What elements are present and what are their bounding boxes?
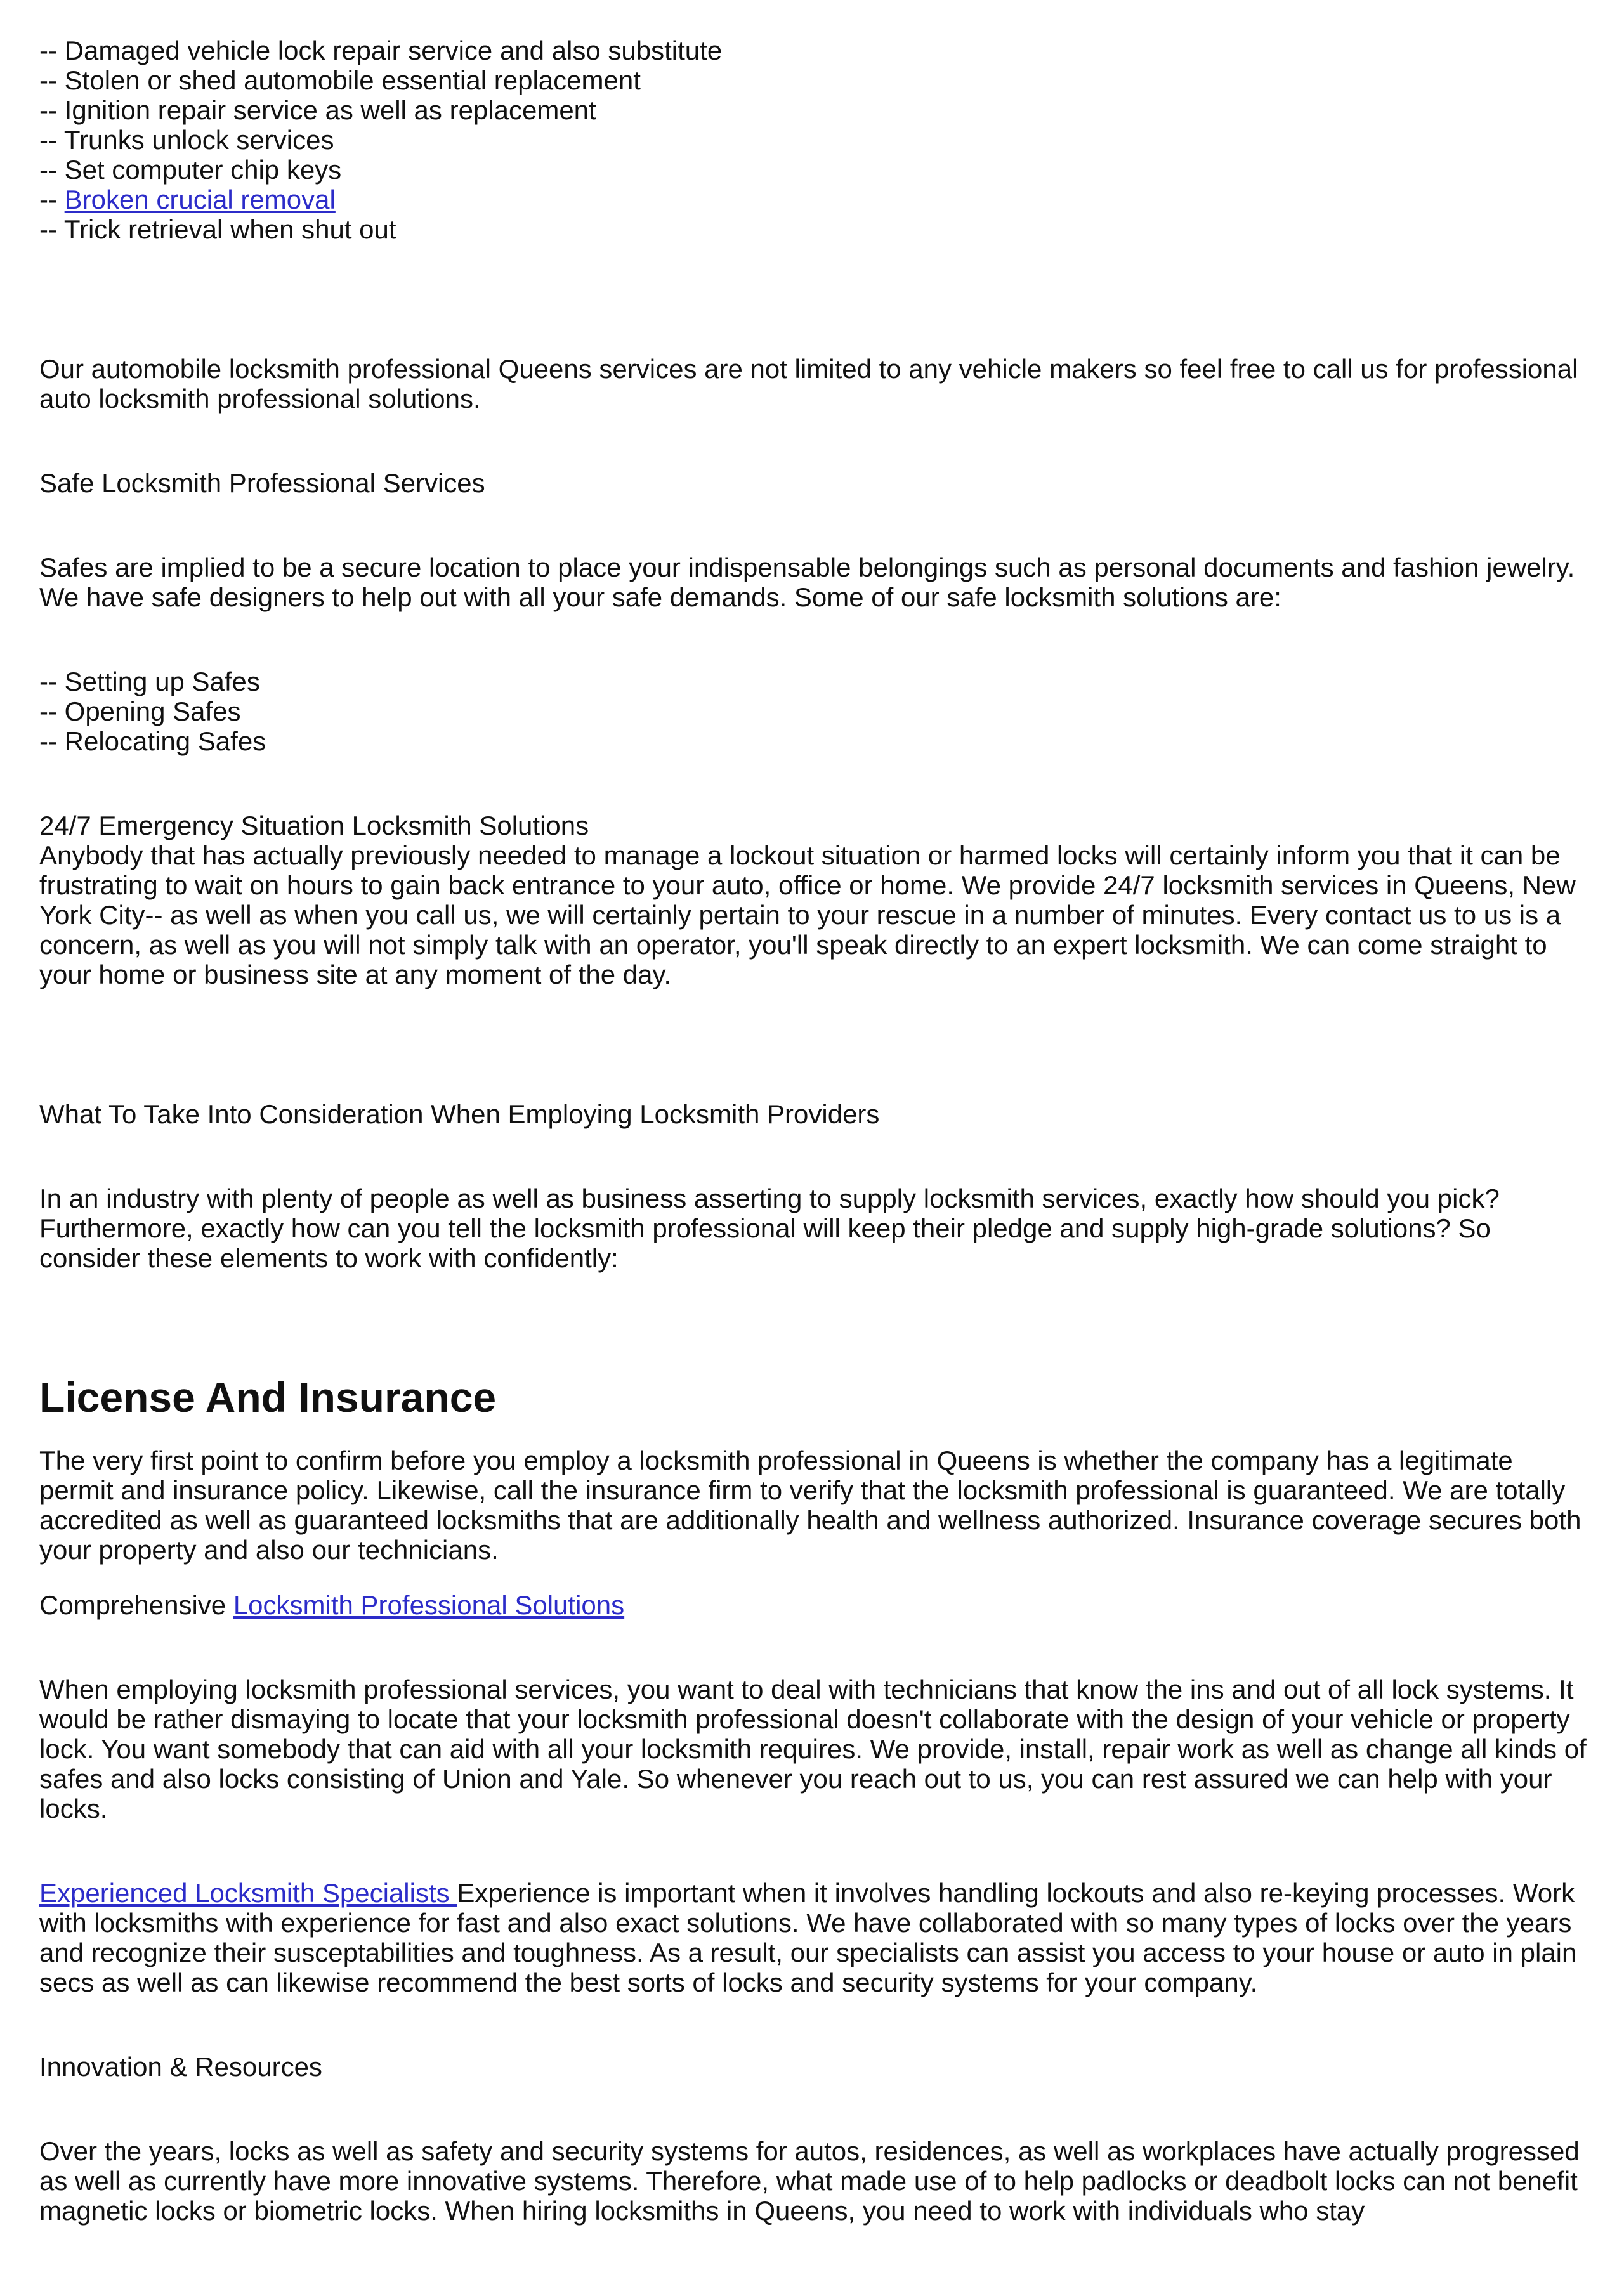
- emergency-paragraph: Anybody that has actually previously needed to manage a lockout situation or harmed locks will certainly inform you that it can be frustrating to wait on hours to gain back entrance to your auto, office or home. We provide 24/7 locksmith services in Queens, New York City-- as well as when you call us, we will certainly pertain to your rescue in a number of minutes. Every contact us to us is a concern, as well as you will not simply talk with an operator, you'll speak directly to an expert locksmith. We can come straight to your home or business site at any moment of the day.: [39, 840, 1576, 989]
- list-item: -- Damaged vehicle lock repair service and also substitute: [39, 36, 723, 65]
- list-item: -- Ignition repair service as well as replacement: [39, 95, 596, 125]
- comprehensive-heading: Comprehensive Locksmith Professional Solutions: [39, 1590, 625, 1620]
- list-item: -- Set computer chip keys: [39, 155, 342, 185]
- comprehensive-paragraph: When employing locksmith professional services, you want to deal with technicians that know the ins and out of all lock systems. It would be rather dismaying to locate that your locksmith professional doesn't collaborate with the design of your vehicle or property lock. You want somebody that can aid with all your locksmith requires. We provide, install, repair work as well as change all kinds of safes and also locks consisting of Union and Yale. So whenever you reach out to us, you can rest assured we can help with your locks.: [39, 1674, 1587, 1823]
- list-item: -- Stolen or shed automobile essential replacement: [39, 65, 641, 95]
- safe-services-heading: Safe Locksmith Professional Services: [39, 468, 485, 498]
- safe-services-paragraph: Safes are implied to be a secure location to place your indispensable belongings such as personal documents and fashion jewelry. We have safe designers to help out with all your safe demands. Some of our safe locksmith solutions are:: [39, 552, 1575, 612]
- experienced-specialists-link[interactable]: Experienced Locksmith Specialists: [39, 1878, 457, 1908]
- license-paragraph: The very first point to confirm before you employ a locksmith professional in Queens is whether the company has a legitimate permit and insurance policy. Likewise, call the insurance firm to verify that the locksmith professional is guaranteed. We are totally accredited as well as guaranteed locksmiths that are additionally health and wellness authorized. Insurance coverage secures both your property and also our technicians.: [39, 1445, 1581, 1565]
- list-item: -- Broken crucial removal: [39, 185, 336, 214]
- safe-services-list: [39, 667, 1594, 756]
- car-services-list: [39, 36, 1594, 244]
- consideration-heading: What To Take Into Consideration When Employing Locksmith Providers: [39, 1099, 880, 1129]
- innovation-paragraph: Over the years, locks as well as safety and security systems for autos, residences, as well as workplaces have actually progressed as well as currently have more innovative systems. Therefore, what made use of to help padlocks or deadbolt locks can not benefit magnetic locks or biometric locks. When hiring locksmiths in Queens, you need to work with individuals who stay: [39, 2136, 1580, 2226]
- list-item: -- Trunks unlock services: [39, 125, 334, 155]
- license-insurance-title: License And Insurance: [39, 1374, 497, 1421]
- list-item: -- Setting up Safes: [39, 667, 260, 696]
- locksmith-solutions-link[interactable]: Locksmith Professional Solutions: [233, 1590, 625, 1620]
- broken-key-removal-link[interactable]: Broken crucial removal: [64, 185, 336, 214]
- auto-services-paragraph: Our automobile locksmith professional Queens services are not limited to any vehicle makers so feel free to call us for professional auto locksmith professional solutions.: [39, 354, 1578, 414]
- innovation-heading: Innovation & Resources: [39, 2052, 322, 2082]
- experienced-paragraph: Experienced Locksmith Specialists Experience is important when it involves handling lockouts and also re-keying processes. Work with locksmiths with experience for fast and also exact solutions. We have collaborated with so many types of locks over the years and recognize their susceptabilities and toughness. As a result, our specialists can assist you access to your house or auto in plain secs as well as can likewise recommend the best sorts of locks and security systems for your company.: [39, 1878, 1577, 1997]
- emergency-heading: 24/7 Emergency Situation Locksmith Solutions: [39, 811, 589, 840]
- document-page: [39, 36, 1594, 2226]
- list-item: -- Opening Safes: [39, 696, 241, 726]
- list-item: -- Trick retrieval when shut out: [39, 214, 396, 244]
- list-item: -- Relocating Safes: [39, 726, 266, 756]
- consideration-paragraph: In an industry with plenty of people as well as business asserting to supply locksmith services, exactly how should you pick? Furthermore, exactly how can you tell the locksmith professional will keep their pledge and supply high-grade solutions? So consider these elements to work with confidently:: [39, 1184, 1500, 1273]
